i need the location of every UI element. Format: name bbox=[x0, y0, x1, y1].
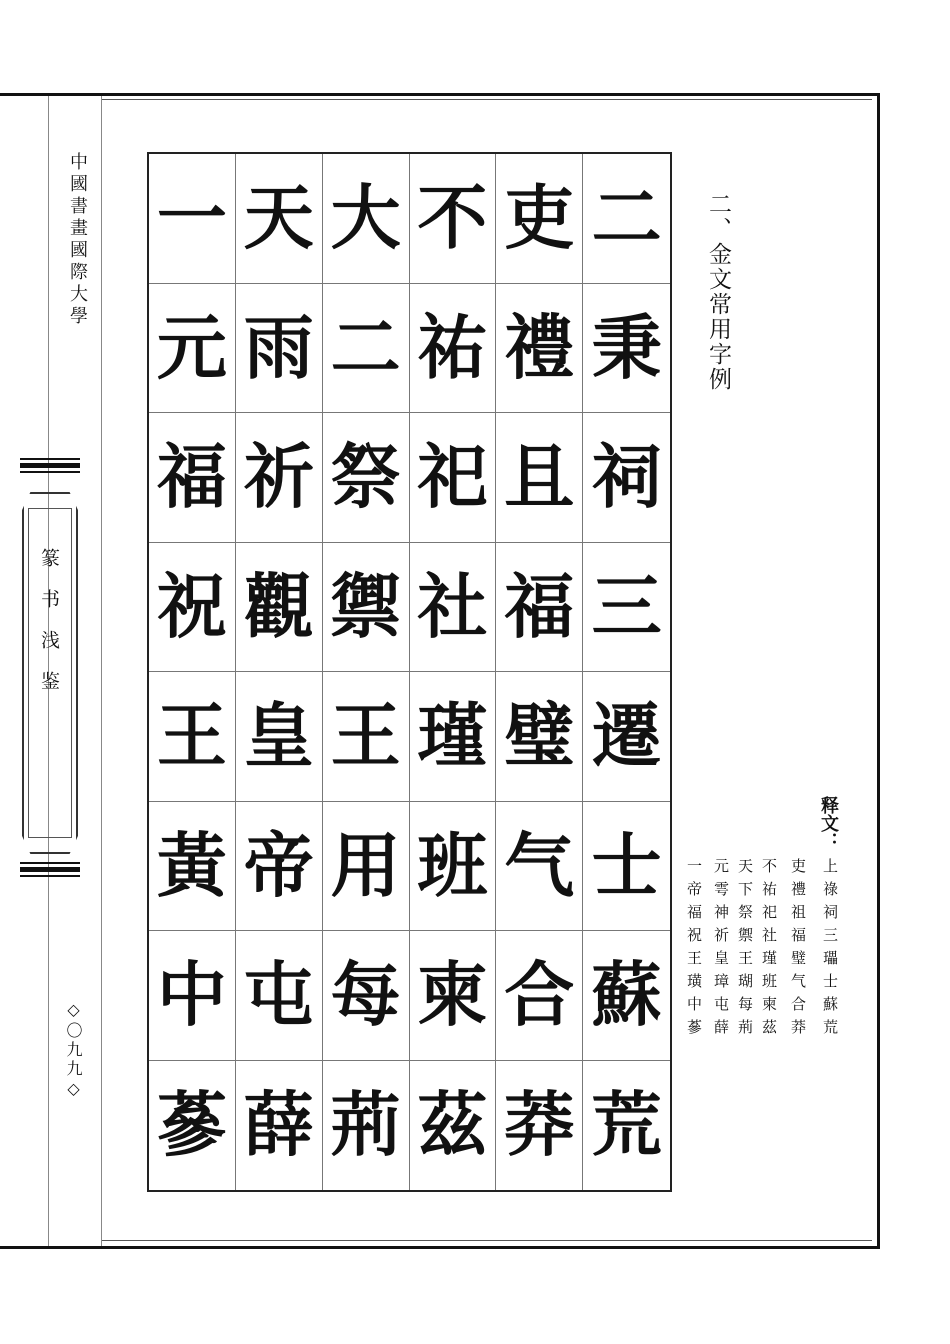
character-cell: 瑾 bbox=[410, 672, 497, 802]
character-cell: 祝 bbox=[149, 543, 236, 673]
character-cell: 福 bbox=[496, 543, 583, 673]
book-title: 篆书浅鉴 bbox=[38, 548, 60, 712]
character-cell: 黃 bbox=[149, 802, 236, 932]
character-cell: 每 bbox=[323, 931, 410, 1061]
character-cell: 合 bbox=[496, 931, 583, 1061]
section-title: 二、金文常用字例 bbox=[705, 192, 731, 392]
annotation-column: 天下祭禦王瑚每荊 bbox=[736, 858, 754, 1042]
character-cell: 祠 bbox=[583, 413, 670, 543]
character-cell: 用 bbox=[323, 802, 410, 932]
character-cell: 蔘 bbox=[149, 1061, 236, 1191]
character-cell: 祈 bbox=[236, 413, 323, 543]
character-cell: 璧 bbox=[496, 672, 583, 802]
character-cell: 茲 bbox=[410, 1061, 497, 1191]
character-cell: 柬 bbox=[410, 931, 497, 1061]
character-cell: 王 bbox=[149, 672, 236, 802]
character-cell: 二 bbox=[583, 154, 670, 284]
annotation-label: 释文： bbox=[818, 796, 839, 850]
character-cell: 不 bbox=[410, 154, 497, 284]
character-cell: 祭 bbox=[323, 413, 410, 543]
character-cell: 天 bbox=[236, 154, 323, 284]
spine-line-right bbox=[101, 96, 102, 1246]
character-cell: 薛 bbox=[236, 1061, 323, 1191]
character-cell: 吏 bbox=[496, 154, 583, 284]
character-cell: 禦 bbox=[323, 543, 410, 673]
annotation-column: 一帝福祝王璜中蔘 bbox=[685, 858, 703, 1042]
character-cell: 祐 bbox=[410, 284, 497, 414]
character-cell: 荊 bbox=[323, 1061, 410, 1191]
character-cell: 三 bbox=[583, 543, 670, 673]
character-cell: 社 bbox=[410, 543, 497, 673]
character-cell: 大 bbox=[323, 154, 410, 284]
character-cell: 屯 bbox=[236, 931, 323, 1061]
page-number: ◇〇九九◇ bbox=[64, 1000, 83, 1101]
character-cell: 中 bbox=[149, 931, 236, 1061]
character-cell: 荒 bbox=[591, 1083, 662, 1167]
ornament-top bbox=[20, 458, 80, 482]
annotation-column: 元雩神祈皇璋屯薛 bbox=[712, 858, 730, 1042]
character-cell: 祀 bbox=[410, 413, 497, 543]
ornament-bottom bbox=[20, 862, 80, 886]
character-cell: 觀 bbox=[236, 543, 323, 673]
character-cell: 王 bbox=[323, 672, 410, 802]
series-title: 中國書畫國際大學 bbox=[67, 152, 88, 328]
character-grid bbox=[147, 152, 672, 1192]
character-cell: 一 bbox=[149, 154, 236, 284]
character-cell: 秉 bbox=[583, 284, 670, 414]
character-cell: 且 bbox=[496, 413, 583, 543]
annotation-column: 上祿祠三瓃士蘇荒 bbox=[821, 858, 839, 1042]
character-cell: 士 bbox=[583, 802, 670, 932]
character-cell: 雨 bbox=[236, 284, 323, 414]
character-cell: 班 bbox=[410, 802, 497, 932]
annotation-column: 不祐祀社瑾班柬茲 bbox=[760, 858, 778, 1042]
character-cell: 福 bbox=[149, 413, 236, 543]
character-cell: 莽 bbox=[496, 1061, 583, 1191]
character-cell: 蘇 bbox=[583, 931, 670, 1061]
character-cell: 遷 bbox=[583, 672, 670, 802]
character-cell: 二 bbox=[323, 284, 410, 414]
character-cell: 禮 bbox=[496, 284, 583, 414]
character-cell: 元 bbox=[149, 284, 236, 414]
character-cell: 皇 bbox=[236, 672, 323, 802]
character-cell: 气 bbox=[496, 802, 583, 932]
character-cell: 帝 bbox=[236, 802, 323, 932]
annotation-column: 吏禮祖福璧气合莽 bbox=[789, 858, 807, 1042]
